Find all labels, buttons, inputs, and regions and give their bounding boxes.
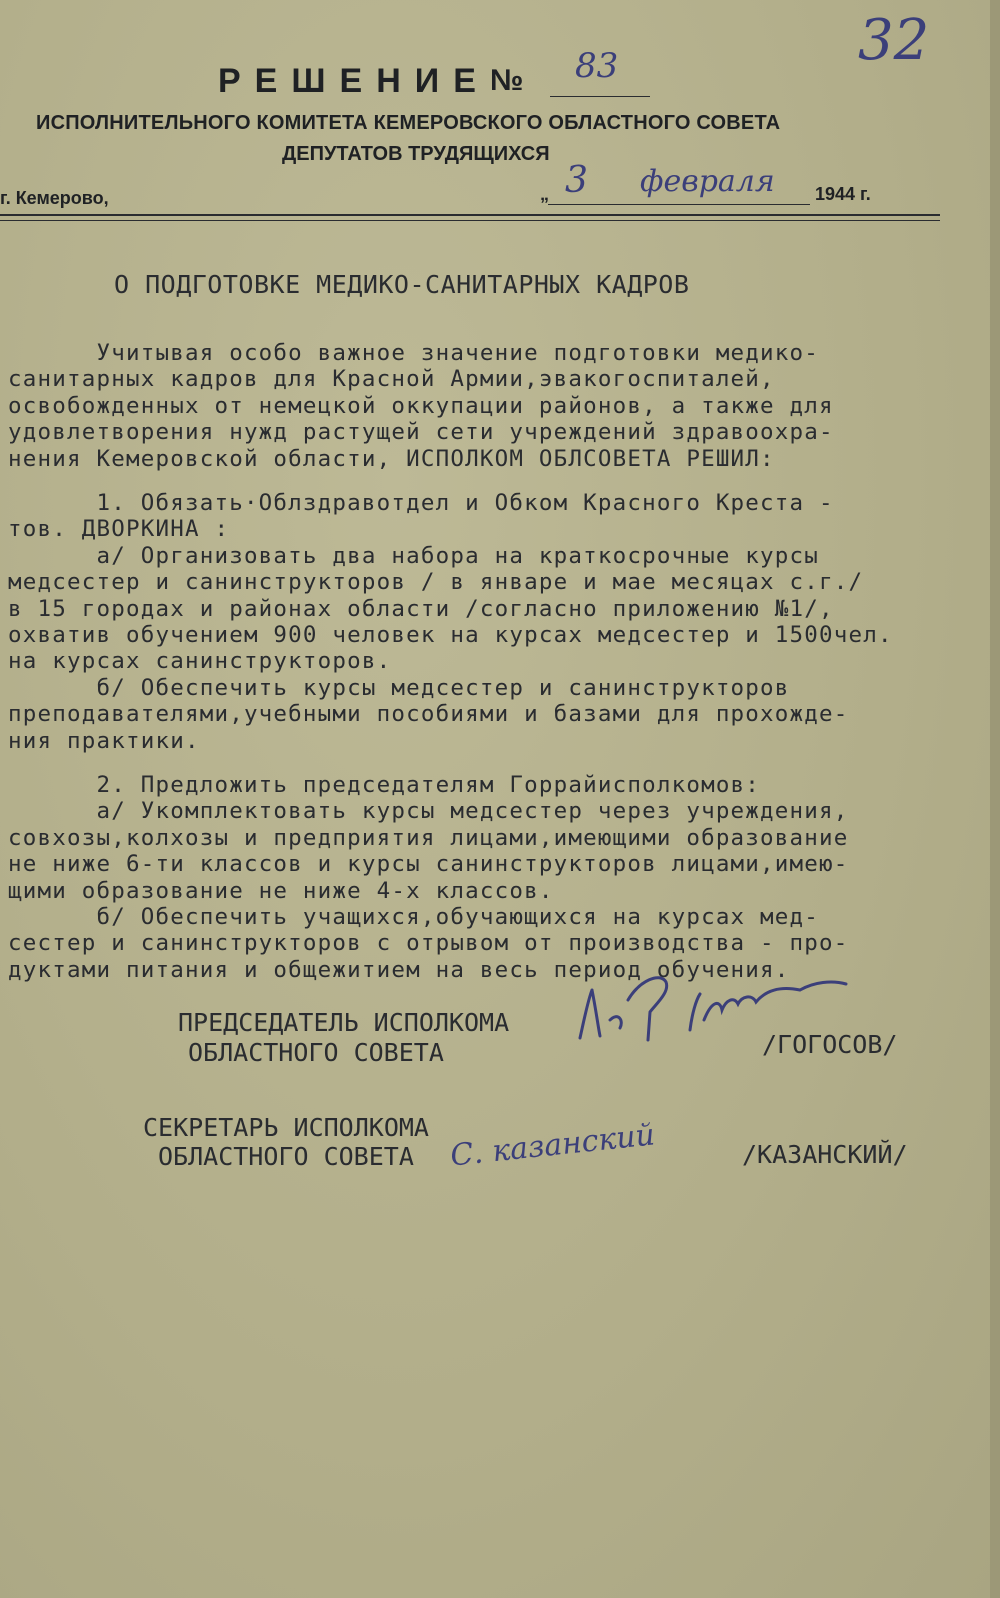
place-of-issue: г. Кемерово, xyxy=(0,188,109,208)
body-line: а/ Укомплектовать курсы медсестер через учреждения, xyxy=(8,798,849,825)
document-title: РЕШЕНИЕ xyxy=(218,62,490,100)
body-line: б/ Обеспечить учащихся,обучающихся на курсах мед- xyxy=(8,904,820,930)
header-rule xyxy=(0,214,940,216)
body-line: в 15 городах и районах области /согласно приложению №1/, xyxy=(8,595,834,622)
resolution-subject: О ПОДГОТОВКЕ МЕДИКО-САНИТАРНЫХ КАДРОВ xyxy=(114,270,690,299)
body-line: санитарных кадров для Красной Армии,эвакогоспиталей, xyxy=(8,366,775,393)
number-sign: № xyxy=(490,64,524,97)
date-year: 1944 г. xyxy=(815,184,871,204)
date-month: февраля xyxy=(640,164,775,199)
body-line: б/ Обеспечить курсы медсестер и санинструкторов xyxy=(8,674,790,701)
document-number: 83 xyxy=(575,46,619,86)
body-line: не ниже 6-ти классов и курсы санинструкторов лицами,имею- xyxy=(8,851,849,878)
issuer-line-1: ИСПОЛНИТЕЛЬНОГО КОМИТЕТА КЕМЕРОВСКОГО ОБЛАСТНОГО СОВЕТА xyxy=(36,112,781,134)
header-rule-thin xyxy=(0,220,940,221)
number-underline xyxy=(550,96,650,97)
secretary-signature: С. казанский xyxy=(448,1117,657,1174)
date-quote-mark: „ xyxy=(540,184,549,204)
chairman-name: /ГОГОСОВ/ xyxy=(762,1030,898,1059)
body-line: 1. Обязать·Облздравотдел и Обком Красного Креста - xyxy=(8,490,834,516)
body-line: нения Кемеровской области, ИСПОЛКОМ ОБЛСОВЕТА РЕШИЛ: xyxy=(8,445,775,472)
body-line: а/ Организовать два набора на краткосрочные курсы xyxy=(8,542,820,569)
date-underline xyxy=(548,204,810,205)
chairman-title-line-2: ОБЛАСТНОГО СОВЕТА xyxy=(188,1038,444,1067)
body-line: щими образование не ниже 4-х классов. xyxy=(8,877,554,904)
page-edge xyxy=(990,0,1000,1598)
chairman-title-line-1: ПРЕДСЕДАТЕЛЬ ИСПОЛКОМА xyxy=(178,1008,510,1037)
body-line: 2. Предложить председателям Горрайисполкомов: xyxy=(8,772,761,798)
body-line: преподавателями,учебными пособиями и базами для прохожде- xyxy=(8,701,849,728)
body-line: совхозы,колхозы и предприятия лицами,имеющими образование xyxy=(8,824,849,851)
body-line: освобожденных от немецкой оккупации районов, а также для xyxy=(8,392,834,419)
body-line: охватив обучением 900 человек на курсах медсестер и 1500чел. xyxy=(8,622,893,648)
body-line: на курсах санинструкторов. xyxy=(8,648,392,675)
body-line: Учитывая особо важное значение подготовки медико- xyxy=(8,340,820,366)
date-day: 3 xyxy=(565,160,588,201)
archive-page-number: 32 xyxy=(858,8,930,73)
issuer-line-2: ДЕПУТАТОВ ТРУДЯЩИХСЯ xyxy=(282,143,550,165)
body-line: ния практики. xyxy=(8,727,200,754)
body-line: дуктами питания и общежитием на весь период обучения. xyxy=(8,956,790,983)
body-line: удовлетворения нужд растущей сети учреждений здравоохра- xyxy=(8,419,834,446)
body-line: медсестер и санинструкторов / в январе и мае месяцах с.г./ xyxy=(8,569,864,596)
secretary-title-line-2: ОБЛАСТНОГО СОВЕТА xyxy=(158,1142,414,1171)
secretary-name: /КАЗАНСКИЙ/ xyxy=(742,1140,908,1169)
body-line: сестер и санинструкторов с отрывом от производства - про- xyxy=(8,930,849,957)
secretary-title-line-1: СЕКРЕТАРЬ ИСПОЛКОМА xyxy=(143,1113,429,1142)
body-line: тов. ДВОРКИНА : xyxy=(8,516,230,543)
